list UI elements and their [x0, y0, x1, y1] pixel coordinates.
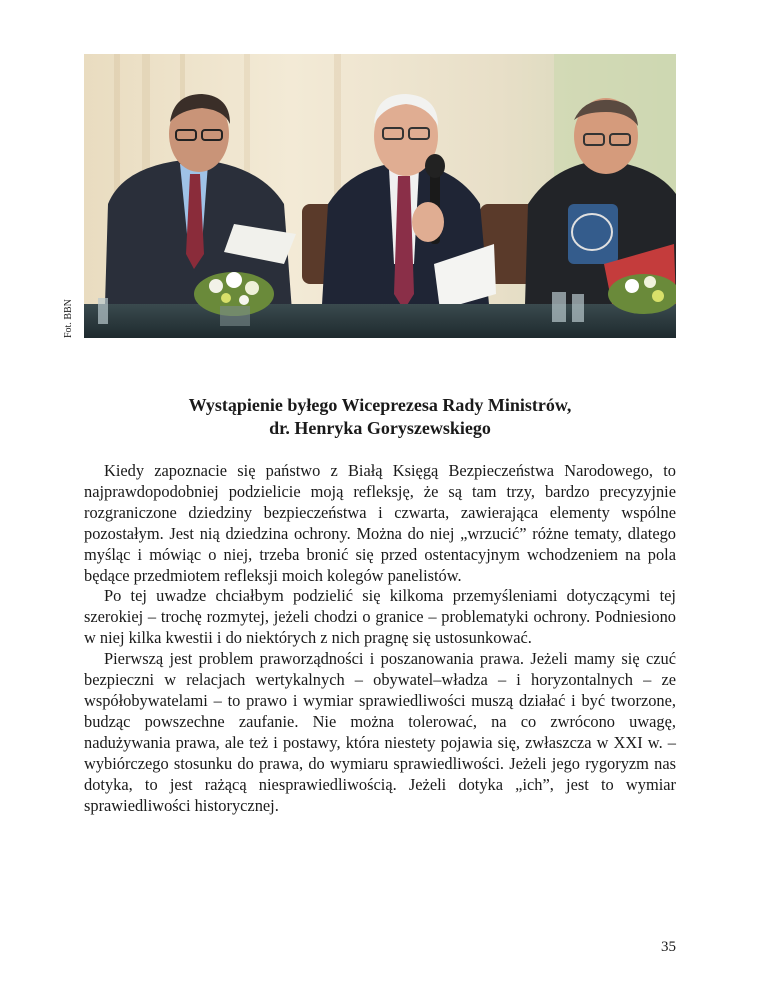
panel-photo — [84, 54, 676, 338]
page-title — [84, 394, 676, 440]
paragraph: Kiedy zapoznacie się państwo z Białą Księgą Bezpieczeństwa Narodowego, to najprawdopodobniej podzielicie moją refleksję, że są tam trzy, bardzo precyzyjnie rozgraniczone dziedziny bezpieczeństwa i czwarta, zawierająca elementy wspólne pozostałym. Jest nią dziedzina ochrony. Można do niej „wrzucić” różne tematy, dlatego myśląc i mówiąc o niej, trzeba bronić się przed ostentacyjnym wchodzeniem na pola będące przedmiotem refleksji moich kolegów panelistów. — [84, 461, 676, 585]
page-number: 35 — [661, 939, 676, 955]
title-line-2: dr. Henryka Goryszewskiego — [269, 418, 491, 438]
article-body — [84, 461, 676, 816]
title-line-1: Wystąpienie byłego Wiceprezesa Rady Ministrów, — [188, 395, 572, 415]
paragraph: Po tej uwadze chciałbym podzielić się kilkoma przemyśleniami dotyczącymi tej szerokiej – trochę rozmytej, jeżeli chodzi o granice – problematyki ochrony. Podniesiono w niej kilka kwestii i do niektórych z nich pragnę się ustosunkować. — [84, 586, 676, 648]
photo-credit: Fot. BBN — [63, 299, 74, 338]
paragraph: Pierwszą jest problem praworządności i poszanowania prawa. Jeżeli mamy się czuć bezpieczni w relacjach wertykalnych – obywatel–władza – i horyzontalnych – ze współobywatelami – to prawo i wymiar sprawiedliwości muszą działać i być tworzone, budząc powszechne zaufanie. Nie można tolerować, na co zwrócono uwagę, nadużywania prawa, ale też i postawy, która niestety pojawia się, zwłaszcza w XXI w. – wybiórczego stosunku do prawa, do wymiaru sprawiedliwości. Jeżeli jego rygoryzm nas dotyka, to jest rażącą niesprawiedliwością. Jeżeli dotyka „ich”, jest to wymiar sprawiedliwości historycznej. — [84, 649, 676, 815]
